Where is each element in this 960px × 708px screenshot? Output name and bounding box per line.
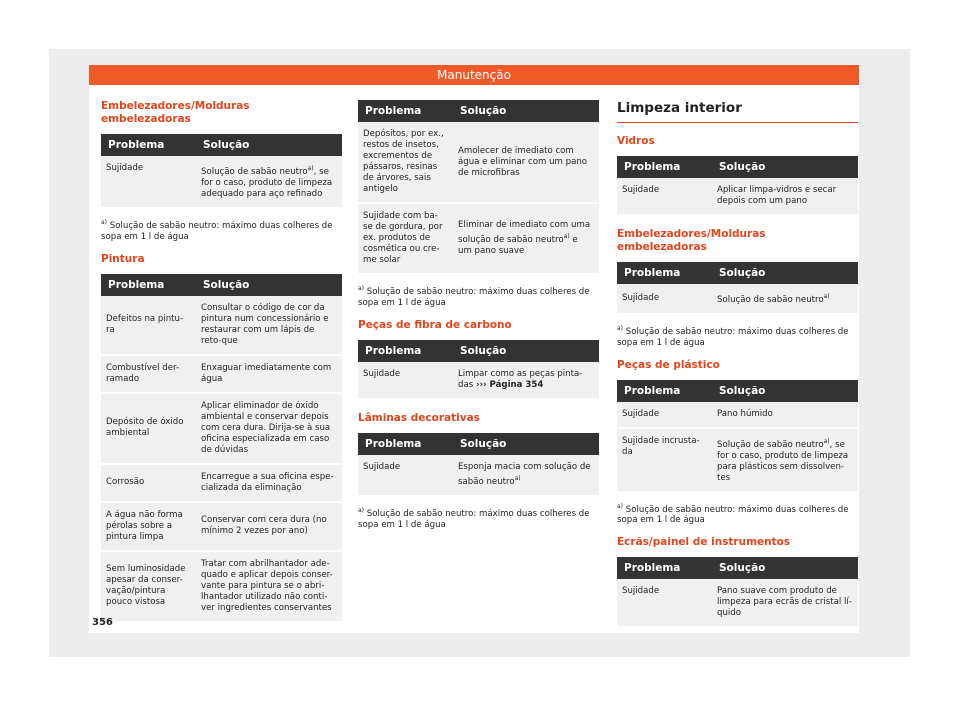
footnote: $^{a)}$ Solução de sabão neutro: máximo duas colheres de sopa em 1 l de água [101,218,333,242]
table-row: Depósitos, por ex., restos de insetos, excrementos de pássaros, resinas de árvores, sais antigelo Amolecer de imediato com água e eliminar com um pano de microfibras [358,122,599,203]
table-row: Sujidade Limpar como as peças pinta-das ››› Página 354 [358,362,599,399]
table-row: Sujidade Solução de sabão neutro$^{a)}$, se for o caso, produto de limpeza adequado para aço refinado [101,156,342,208]
table-row: Sujidade incrusta-da Solução de sabão neutro$^{a)}$, se for o caso, produto de limpeza para plásticos sem dissolven-tes [617,428,858,492]
page-link[interactable]: ››› Página 354 [475,379,544,390]
table-row: Sujidade Esponja macia com solução de sabão neutro$^{a)}$ [358,455,599,496]
table-row: Sujidade Aplicar limpa-vidros e secar depois com um pano [617,178,858,215]
table-fibra-carbono: Problema Solução Sujidade Limpar como as peças pinta-das ››› Página 354 [358,340,599,400]
table-row: Sujidade Pano suave com produto de limpeza para ecrãs de cristal lí-quido [617,579,858,627]
header-problem: Problema [101,134,196,156]
section-title: Vidros [617,135,655,147]
footnote: $^{a)}$ Solução de sabão neutro: máximo duas colheres de sopa em 1 l de água [617,502,849,526]
table-pintura: Problema Solução Defeitos na pintu-ra Consultar o código de cor da pintura num concessionário e restaurar com um lápis de reto-que Combustível der-ramado Enxaguar imediatamente com água Depósito de óxido ambiental Aplicar eliminador de óxido ambiental e conservar depois com cera dura. Dirija-se à sua oficina especializada em caso de dúvidas Corrosão Encarregue a sua oficina espe-cializada da eliminação A água não forma pérolas sobre a pintura limpa Conservar com cera dura (no mínimo 2 vezes por ano) Sem luminosidade apesar da conser-vação/pintura pouco vistosa Tratar com abrilhantador ade-quado e aplicar depois conser-vante para pintura se o abri-lhantador utilizado não conti-ver ingredientes conservantes [101,274,342,623]
page-number: 356 [92,617,113,628]
section-title: Peças de plástico [617,358,720,371]
table-ecras: Problema Solução Sujidade Pano suave com produto de limpeza para ecrãs de cristal lí-quido [617,557,858,628]
table-row: Depósito de óxido ambiental Aplicar eliminador de óxido ambiental e conservar depois com cera dura. Dirija-se à sua oficina especializada em caso de dúvidas [101,393,342,464]
column-3 [617,100,858,636]
table-embelezadores [101,134,342,209]
column-2 [358,100,599,541]
footnote: $^{a)}$ Solução de sabão neutro: máximo duas colheres de sopa em 1 l de água [617,324,849,348]
table-plastico: Problema Solução Sujidade Pano húmido Sujidade incrusta-da Solução de sabão neutro$^{a)}$, se for o caso, produto de limpeza para plásticos sem dissolven-tes [617,380,858,493]
section-title: Embelezadores/Molduras embelezadoras [617,228,766,253]
footnote: $^{a)}$ Solução de sabão neutro: máximo duas colheres de sopa em 1 l de água [358,285,590,308]
page-header: Manutenção [89,65,859,85]
section-title: Lâminas decorativas [358,411,480,424]
table-row: Sujidade com ba-se de gordura, por ex. produtos de cosmética ou cre-me solar Eliminar de imediato com uma solução de sabão neutro$^{a)}$ e um pano suave [358,203,599,274]
table-row: Combustível der-ramado Enxaguar imediatamente com água [101,355,342,393]
header-solution: Solução [196,134,342,156]
table-row: Corrosão Encarregue a sua oficina espe-cializada da eliminação [101,464,342,502]
column-1 [101,100,342,631]
table-vidros: Problema Solução Sujidade Aplicar limpa-vidros e secar depois com um pano [617,156,858,216]
table-row: Sem luminosidade apesar da conser-vação/pintura pouco vistosa Tratar com abrilhantador ade-quado e aplicar depois conser-vante para pintura se o abri-lhantador utilizado não conti-ver ingredientes conservantes [101,551,342,622]
section-title: Embelezadores/Molduras embelezadoras [101,100,250,125]
table-pintura-cont: Problema Solução Depósitos, por ex., restos de insetos, excrementos de pássaros, resinas de árvores, sais antigelo Amolecer de imediato com água e eliminar com um pano de microfibras Sujidade com ba-se de gordura, por ex. produtos de cosmética ou cre-me solar Eliminar de imediato com uma solução de sabão neutro$^{a)}$ e um pano suave [358,100,599,275]
section-title: Peças de fibra de carbono [358,318,512,331]
table-row: Sujidade Solução de sabão neutro$^{a)}$ [617,284,858,314]
table-row: Defeitos na pintu-ra Consultar o código de cor da pintura num concessionário e restaurar com um lápis de reto-que [101,296,342,355]
table-row: Sujidade Pano húmido [617,402,858,428]
page-title: Limpeza interior [617,100,858,123]
section-title: Pintura [101,252,145,265]
table-laminas: Problema Solução Sujidade Esponja macia com solução de sabão neutro$^{a)}$ [358,433,599,497]
section-title: Ecrãs/painel de instrumentos [617,536,791,549]
footnote: $^{a)}$ Solução de sabão neutro: máximo duas colheres de sopa em 1 l de água [358,506,590,530]
table-row: A água não forma pérolas sobre a pintura limpa Conservar com cera dura (no mínimo 2 vezes por ano) [101,502,342,551]
table-embelezadores-int: Problema Solução Sujidade Solução de sabão neutro$^{a)}$ [617,262,858,315]
